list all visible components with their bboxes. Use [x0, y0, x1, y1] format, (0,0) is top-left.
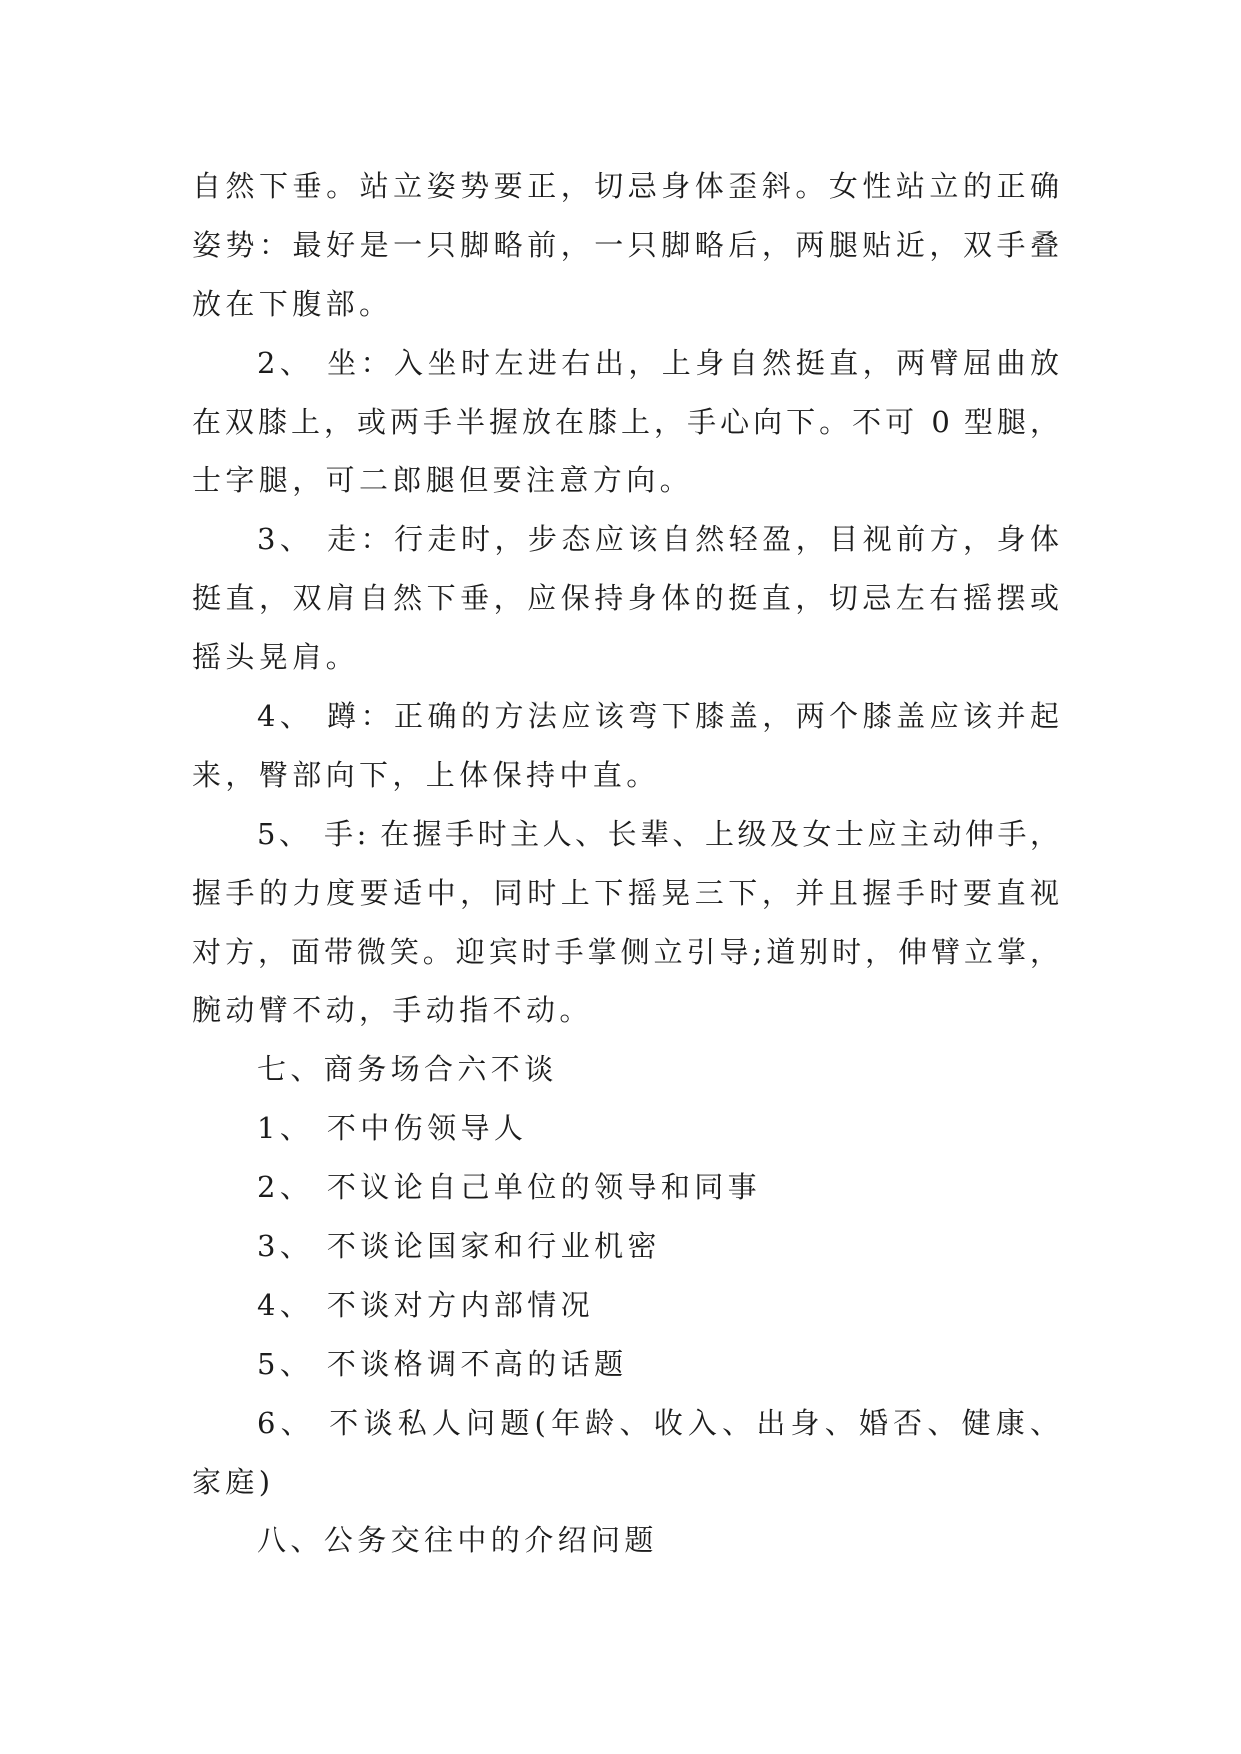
- text-line: 家庭): [192, 1464, 275, 1499]
- list-item: 3、 不谈论国家和行业机密: [257, 1229, 661, 1264]
- list-item: 2、 不议论自己单位的领导和同事: [257, 1170, 762, 1205]
- text-line: 放在下腹部。: [192, 286, 393, 321]
- list-item: 1、 不中伤领导人: [257, 1111, 528, 1146]
- text-line: 来，臀部向下，上体保持中直。: [192, 757, 660, 792]
- text-line: 对方，面带微笑。迎宾时手掌侧立引导;道别时，伸臂立掌，: [192, 934, 1060, 969]
- list-item: [192, 1394, 1060, 1512]
- standing-posture-continuation: [192, 157, 1060, 334]
- section-heading: 七、商务场合六不谈: [257, 1052, 558, 1087]
- list-item: 4、 不谈对方内部情况: [257, 1287, 595, 1322]
- posture-item-hand: [192, 805, 1060, 1041]
- text-line: 士字腿，可二郎腿但要注意方向。: [192, 463, 694, 498]
- page-body: [192, 157, 1060, 1570]
- text-line: 摇头晃肩。: [192, 640, 360, 675]
- text-line: 4、 蹲：正确的方法应该弯下膝盖，两个膝盖应该并起: [257, 699, 1060, 734]
- posture-item-squat: [192, 687, 1060, 805]
- text-line: 自然下垂。站立姿势要正，切忌身体歪斜。女性站立的正确: [192, 169, 1060, 203]
- text-line: 握手的力度要适中，同时上下摇晃三下，并且握手时要直视: [192, 875, 1060, 910]
- section-seven: [192, 1040, 1060, 1511]
- text-line: 6、 不谈私人问题(年龄、收入、出身、婚否、健康、: [257, 1405, 1060, 1440]
- list-item: 5、 不谈格调不高的话题: [257, 1346, 628, 1381]
- text-line: 5、 手: 在握手时主人、长辈、上级及女士应主动伸手，: [257, 816, 1060, 851]
- text-line: 姿势：最好是一只脚略前，一只脚略后，两腿贴近，双手叠: [192, 227, 1060, 262]
- text-line: 腕动臂不动，手动指不动。: [192, 993, 593, 1028]
- posture-item-sit: [192, 334, 1060, 511]
- section-eight: [192, 1511, 1060, 1570]
- text-line: 3、 走：行走时，步态应该自然轻盈，目视前方，身体: [257, 522, 1060, 557]
- posture-item-walk: [192, 510, 1060, 687]
- text-line: 挺直，双肩自然下垂，应保持身体的挺直，切忌左右摇摆或: [192, 581, 1060, 616]
- section-heading: 八、公务交往中的介绍问题: [257, 1523, 658, 1558]
- text-line: 2、 坐：入坐时左进右出，上身自然挺直，两臂屈曲放: [257, 345, 1060, 380]
- text-line: 在双膝上，或两手半握放在膝上，手心向下。不可 0 型腿，: [192, 404, 1060, 439]
